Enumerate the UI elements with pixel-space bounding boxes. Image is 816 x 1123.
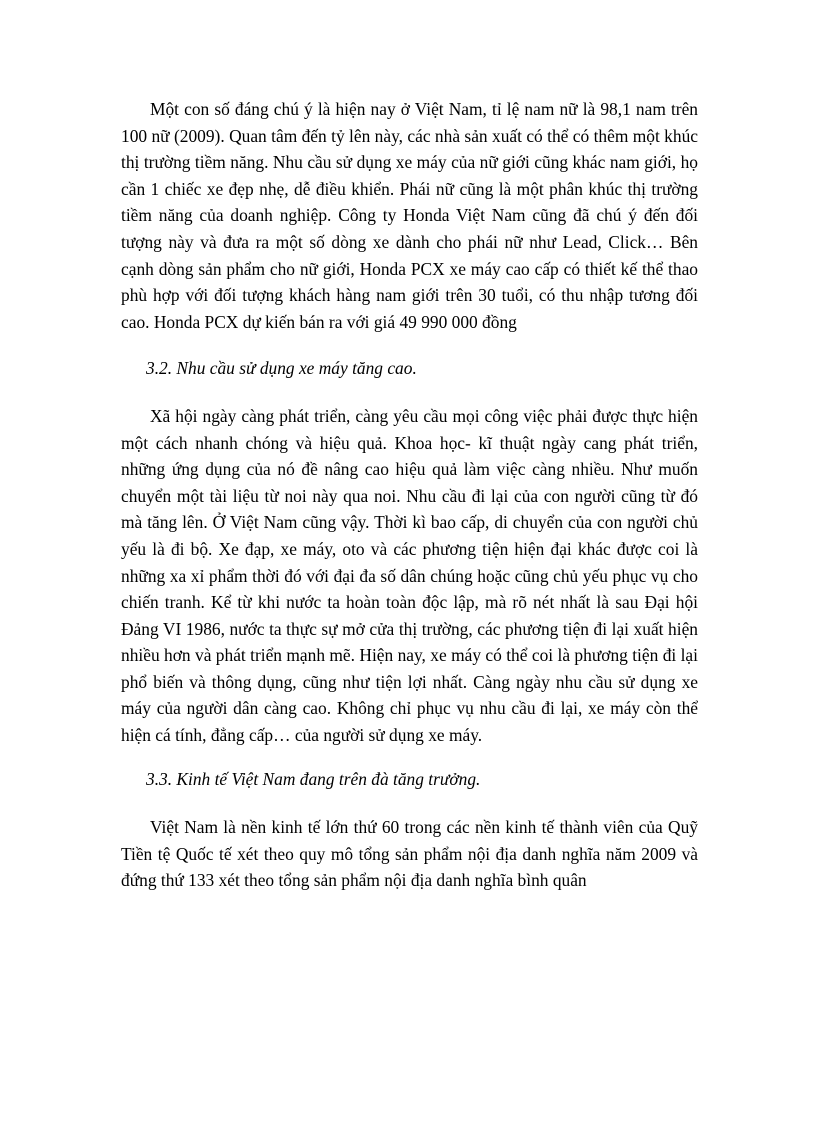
spacer (121, 749, 698, 766)
paragraph-gender-ratio: Một con số đáng chú ý là hiện nay ở Việt Nam, tỉ lệ nam nữ là 98,1 nam trên 100 nữ (2009). Quan tâm đến tỷ lên này, các nhà sản xuất có thể có thêm một khúc thị trường tiềm năng. Nhu cầu sử dụng xe máy của nữ giới cũng khác nam giới, họ cần 1 chiếc xe đẹp nhẹ, dễ điều khiển. Phái nữ cũng là một phân khúc thị trường tiềm năng của doanh nghiệp. Công ty Honda Việt Nam cũng đã chú ý đến đối tượng này và đưa ra một số dòng xe dành cho phái nữ như Lead, Click… Bên cạnh dòng sản phẩm cho nữ giới, Honda PCX xe máy cao cấp có thiết kế thể thao phù hợp với đối tượng khách hàng nam giới trên 30 tuổi, có thu nhập tương đối cao. Honda PCX dự kiến bán ra với giá 49 990 000 đồng (121, 99, 698, 332)
spacer (121, 792, 698, 814)
paragraph-demand-growth: Xã hội ngày càng phát triển, càng yêu cầu mọi công việc phải được thực hiện một cách nhanh chóng và hiệu quả. Khoa học- kĩ thuật ngày cang phát triển, những ứng dụng của nó đề nâng cao hiệu quả làm việc càng nhiều. Như muốn chuyển một tài liệu từ noi này qua noi. Nhu cầu đi lại của con người cũng từ đó mà tăng lên. Ở Việt Nam cũng vậy. Thời kì bao cấp, di chuyển của con người chủ yếu là đi bộ. Xe đạp, xe máy, oto và các phương tiện hiện đại khác được coi là những xa xỉ phẩm thời đó với đại đa số dân chúng hoặc cũng chủ yếu phục vụ cho chiến tranh. Kể từ khi nước ta hoàn toàn độc lập, mà rõ nét nhất là sau Đại hội Đảng VI 1986, nước ta thực sự mở cửa thị trường, các phương tiện đi lại xuất hiện nhiều hơn và phát triển mạnh mẽ. Hiện nay, xe máy có thể coi là phương tiện đi lại phổ biến và thông dụng, cũng như tiện lợi nhất. Càng ngày nhu cầu sử dụng xe máy của người dân càng cao. Không chỉ phục vụ nhu cầu đi lại, xe máy còn thể hiện cá tính, đẳng cấp… của người sử dụng xe máy. (121, 405, 698, 746)
section-heading-3-2: 3.2. Nhu cầu sử dụng xe máy tăng cao. (146, 358, 417, 379)
spacer (121, 382, 698, 403)
paragraph-economy: Việt Nam là nền kinh tế lớn thứ 60 trong các nền kinh tế thành viên của Quỹ Tiền tệ Quốc tế xét theo quy mô tổng sản phẩm nội địa danh nghĩa năm 2009 và đứng thứ 133 xét theo tổng sản phẩm nội địa danh nghĩa bình quân (121, 817, 698, 891)
document-body (121, 96, 698, 894)
section-heading-3-3: 3.3. Kinh tế Việt Nam đang trên đà tăng trưởng. (146, 768, 481, 789)
spacer (121, 335, 698, 355)
